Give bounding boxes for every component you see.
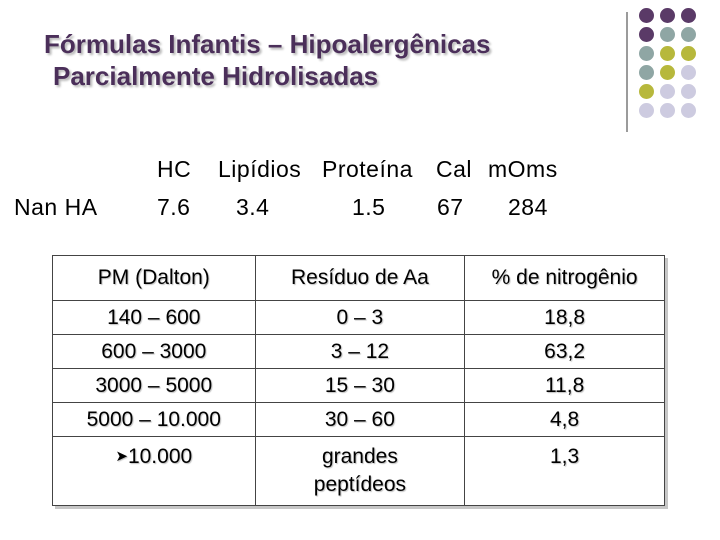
decorative-divider — [626, 12, 628, 132]
dot-purple — [660, 8, 675, 23]
dot-lilac — [681, 103, 696, 118]
column-header-pm: PM (Dalton) — [53, 256, 256, 301]
cell-nitrogen: 1,3 — [465, 437, 665, 506]
dot-lilac — [681, 84, 696, 99]
dot-lilac — [681, 65, 696, 80]
arrow-right-icon: ➤ — [115, 448, 128, 465]
slide-title-line1: Fórmulas Infantis – Hipoalergênicas — [44, 29, 491, 59]
hydrolysis-table — [52, 255, 665, 506]
composition-values-row — [0, 194, 720, 224]
dot-purple — [639, 27, 654, 42]
cell-pm — [53, 437, 256, 506]
header-moms: mOms — [488, 156, 558, 182]
slide-title-line2: Parcialmente Hidrolisadas — [53, 61, 379, 91]
value-lipidios: 3.4 — [236, 194, 270, 220]
column-header-aa: Resíduo de Aa — [255, 256, 465, 301]
dot-olive — [660, 65, 675, 80]
dot-purple — [639, 8, 654, 23]
cell-aa: 30 – 60 — [255, 403, 465, 437]
header-proteina: Proteína — [322, 156, 413, 182]
value-proteina: 1.5 — [352, 194, 386, 220]
cell-aa-line1: grandes — [321, 445, 398, 468]
cell-pm: 5000 – 10.000 — [53, 403, 256, 437]
table-row — [53, 437, 665, 506]
table-header-row — [53, 256, 665, 301]
product-name: Nan HA — [14, 194, 98, 220]
slide-title — [44, 28, 490, 92]
cell-nitrogen: 4,8 — [465, 403, 665, 437]
cell-nitrogen: 18,8 — [465, 301, 665, 335]
cell-aa: 0 – 3 — [255, 301, 465, 335]
value-hc: 7.6 — [157, 194, 191, 220]
table-row — [53, 335, 665, 369]
table-row — [53, 301, 665, 335]
cell-nitrogen: 63,2 — [465, 335, 665, 369]
dot-olive — [660, 46, 675, 61]
value-moms: 284 — [508, 194, 548, 220]
dot-teal — [639, 65, 654, 80]
table-row — [53, 403, 665, 437]
header-hc: HC — [157, 156, 192, 182]
header-cal: Cal — [436, 156, 473, 182]
cell-aa: 15 – 30 — [255, 369, 465, 403]
cell-pm: 140 – 600 — [53, 301, 256, 335]
dot-olive — [681, 46, 696, 61]
column-header-nitrogen: % de nitrogênio — [465, 256, 665, 301]
cell-pm-value: 10.000 — [127, 445, 193, 468]
cell-aa — [255, 437, 465, 506]
dot-purple — [681, 8, 696, 23]
dot-lilac — [660, 103, 675, 118]
composition-header-row — [0, 156, 720, 186]
dot-teal — [660, 27, 675, 42]
table-row — [53, 369, 665, 403]
dot-lilac — [660, 84, 675, 99]
dot-teal — [681, 27, 696, 42]
value-cal: 67 — [437, 194, 464, 220]
dot-olive — [639, 84, 654, 99]
cell-pm: 600 – 3000 — [53, 335, 256, 369]
cell-aa: 3 – 12 — [255, 335, 465, 369]
cell-pm: 3000 – 5000 — [53, 369, 256, 403]
dot-teal — [639, 46, 654, 61]
cell-nitrogen: 11,8 — [465, 369, 665, 403]
dot-lilac — [639, 103, 654, 118]
cell-aa-line2: peptídeos — [313, 473, 407, 496]
header-lipidios: Lipídios — [218, 156, 302, 182]
